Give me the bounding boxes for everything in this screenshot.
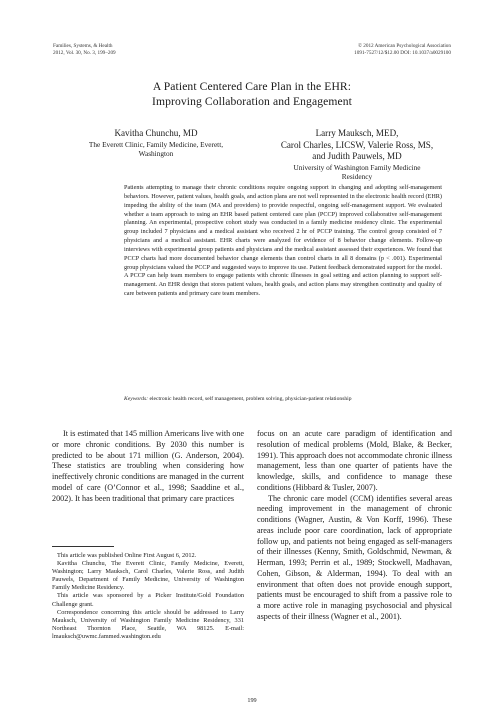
footnote: Correspondence concerning this article should be addressed to Larry Mauksch, University of Washington Family Medicine Residency, 331 Northeast Thornton Place, Seattle, WA 98125. E-mail: lmauksch@uwmc.fammed.washington.edu	[52, 608, 244, 640]
body-column-left	[52, 429, 244, 504]
footnote-rule	[52, 546, 114, 547]
keywords-text: electronic health record, self management, problem solving, physician-patient relationship	[149, 396, 352, 402]
author-name: Kavitha Chunchu, MD	[114, 128, 198, 138]
author-affiliation: Residency	[341, 171, 373, 181]
body-paragraph: The chronic care model (CCM) identifies several areas needing improvement in the management of chronic conditions (Wagner, Austin, & Von Korff, 1996). These areas include poor care coordination, lack of appropriate follow up, and patients not being engaged as self-managers of their illnesses (Kenny, Smith, Goldschmid, Newman, & Herman, 1993; Perrin et al., 1989; Stockwell, Madhavan, Cohen, Gibson, & Alderman, 1994). To deal with an environment that often does not provide enough support, patients must be encouraged to shift from a passive role to a more active role in managing psychosocial and physical aspects of their illness (Wagner et al., 2001).	[257, 493, 452, 621]
abstract-text: Patients attempting to manage their chronic conditions require ongoing support in changing and adopting self-management behaviors. However, patient values, health goals, and action plans are not well represented in the electronic health record (EHR) impeding the ability of the team (MA and providers) to provide respectful, ongoing self-management support. We evaluated whether a team approach to using an EHR based patient centered care plan (PCCP) improved collaborative self-management planning. An experimental, prospective cohort study was conducted in a family medicine residency clinic. The experimental group included 7 physicians and a medical assistant who received 2 hr of PCCP training. The control group consisted of 7 physicians and a medical assistant. EHR charts were analyzed for evidence of 8 behavior change elements. Follow-up interviews with experimental group patients and physicians and the medical assistant assessed their experiences. We found that PCCP charts had more documented behavior change elements than control charts in all 8 domains (p < .001). Experimental group physicians valued the PCCP and suggested ways to improve its use. Patient feedback demonstrated support for the model. A PCCP can help team members to engage patients with chronic illnesses in goal setting and action planning to support self-management. An EHR design that stores patient values, health goals, and action plans may strengthen continuity and quality of care between patients and primary care team members.	[124, 184, 442, 298]
body-paragraph: It is estimated that 145 million Americans live with one or more chronic conditions. By 2030 this number is predicted to be about 171 million (G. Anderson, 2004). These statistics are troubling when considering how ineffectively chronic conditions are managed in the current model of care (O’Connor et al., 1998; Saaddine et al., 2002). It has been traditional that primary care practices	[52, 429, 244, 503]
keywords-line	[124, 396, 454, 403]
copyright-line: © 2012 American Psychological Association	[358, 43, 451, 49]
doi-line: 1091-7527/12/$12.00 DOI: 10.1037/a0029100	[354, 50, 451, 56]
footnotes	[52, 552, 244, 641]
author-name: and Judith Pauwels, MD	[312, 151, 402, 161]
journal-volume: 2012, Vol. 30, No. 3, 199–209	[53, 50, 116, 56]
body-paragraph: focus on an acute care paradigm of identification and resolution of medical problems (Mold, Blake, & Becker, 1991). This approach does not accommodate chronic illness management, less than one quarter of patients have the knowledge, skills, and confidence to manage these conditions (Hibbard & Tusler, 2007).	[257, 429, 452, 492]
author-name: Larry Mauksch, MED,	[315, 128, 399, 138]
footnote: This article was published Online First August 6, 2012.	[57, 552, 197, 559]
author-affiliation: Washington	[138, 148, 174, 158]
page-number: 199	[247, 697, 257, 704]
title-line-1: A Patient Centered Care Plan in the EHR:	[152, 80, 352, 93]
title-line-2: Improving Collaboration and Engagement	[152, 94, 352, 108]
article-title	[0, 80, 504, 109]
running-head-right	[354, 43, 451, 57]
keywords-label: Keywords:	[124, 396, 149, 402]
author-block-2	[248, 128, 466, 181]
author-name: Carol Charles, LICSW, Valerie Ross, MS,	[280, 139, 434, 150]
running-head-left	[53, 43, 116, 57]
abstract	[124, 184, 442, 299]
author-affiliation: University of Washington Family Medicine	[293, 162, 421, 172]
author-affiliation: The Everett Clinic, Family Medicine, Everett,	[88, 139, 224, 149]
footnote: Kavitha Chunchu, The Everett Clinic, Family Medicine, Everett, Washington; Larry Mauksch, Carol Charles, Valerie Ross, and Judith Pauwels, Department of Family Medicine, University of Washington Family Medicine Residency.	[52, 560, 244, 592]
footnote: This article was sponsored by a Picker Institute/Gold Foundation Challenge grant.	[52, 592, 244, 608]
journal-name: Families, Systems, & Health	[53, 43, 113, 49]
author-block-1	[58, 128, 254, 158]
body-column-right	[257, 429, 452, 623]
